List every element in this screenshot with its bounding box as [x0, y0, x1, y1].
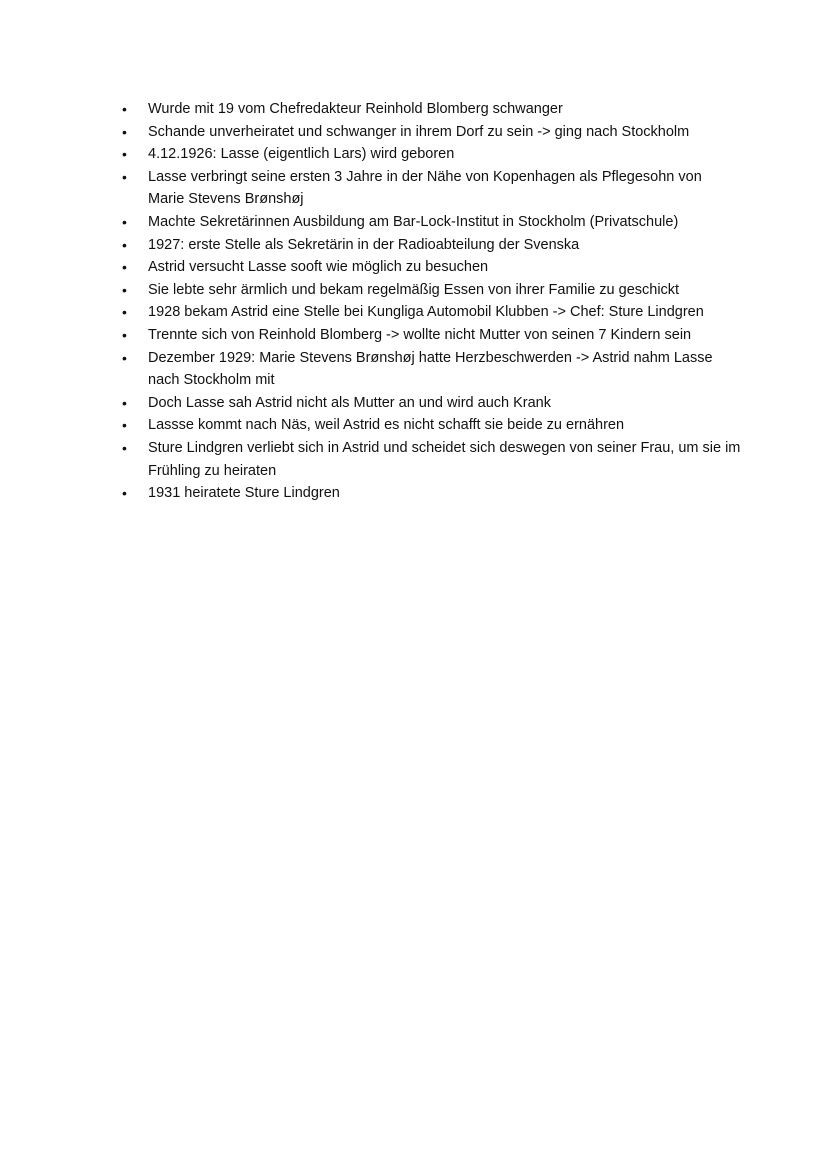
list-item-text: 1928 bekam Astrid eine Stelle bei Kungliga Automobil Klubben -> Chef: Sture Lindgren — [148, 304, 704, 321]
list-item-text: Schande unverheiratet und schwanger in ihrem Dorf zu sein -> ging nach Stockholm — [148, 123, 690, 140]
bullet-list — [122, 98, 742, 505]
list-item-text: Lasse verbringt seine ersten 3 Jahre in der Nähe von Kopenhagen als Pflegesohn von Marie Stevens Brønshøj — [148, 168, 702, 208]
list-item — [122, 437, 742, 482]
list-item-text: Astrid versucht Lasse sooft wie möglich zu besuchen — [148, 259, 489, 276]
list-item-text: Wurde mit 19 vom Chefredakteur Reinhold Blomberg schwanger — [148, 101, 563, 117]
list-item — [122, 392, 742, 415]
bullet-icon: • — [122, 213, 127, 230]
bullet-icon: • — [122, 281, 127, 298]
list-item — [122, 414, 742, 437]
list-item — [122, 256, 742, 279]
list-item — [122, 324, 742, 347]
list-item-text: 1927: erste Stelle als Sekretärin in der Radioabteilung der Svenska — [148, 236, 580, 253]
list-item-text: 1931 heiratete Sture Lindgren — [148, 485, 340, 502]
list-item — [122, 166, 742, 211]
list-item-text: Lassse kommt nach Näs, weil Astrid es nicht schafft sie beide zu ernähren — [148, 417, 625, 434]
list-item — [122, 301, 742, 324]
bullet-icon: • — [122, 485, 127, 502]
list-item-text: Doch Lasse sah Astrid nicht als Mutter an und wird auch Krank — [148, 394, 551, 411]
bullet-icon: • — [122, 394, 127, 411]
bullet-icon: • — [122, 326, 127, 343]
list-item-text: Sture Lindgren verliebt sich in Astrid und scheidet sich deswegen von seiner Frau, um sie im Frühling zu heiraten — [148, 439, 741, 479]
list-item — [122, 279, 742, 302]
list-item — [122, 347, 742, 392]
list-item — [122, 482, 742, 505]
list-item-text: 4.12.1926: Lasse (eigentlich Lars) wird geboren — [148, 146, 455, 163]
list-item-text: Trennte sich von Reinhold Blomberg -> wollte nicht Mutter von seinen 7 Kindern sein — [148, 326, 692, 343]
bullet-icon: • — [122, 101, 127, 117]
list-item-text: Machte Sekretärinnen Ausbildung am Bar-Lock-Institut in Stockholm (Privatschule) — [148, 213, 679, 230]
list-item — [122, 121, 742, 144]
list-item-text: Sie lebte sehr ärmlich und bekam regelmäßig Essen von ihrer Familie zu geschickt — [148, 281, 680, 298]
bullet-icon: • — [122, 146, 127, 163]
list-item — [122, 98, 742, 121]
list-item — [122, 211, 742, 234]
bullet-icon: • — [122, 168, 127, 185]
bullet-icon: • — [122, 259, 127, 276]
list-item — [122, 143, 742, 166]
bullet-icon: • — [122, 349, 127, 366]
bullet-icon: • — [122, 439, 127, 456]
bullet-icon: • — [122, 123, 127, 140]
bullet-icon: • — [122, 417, 127, 434]
bullet-icon: • — [122, 304, 127, 321]
list-item-text: Dezember 1929: Marie Stevens Brønshøj hatte Herzbeschwerden -> Astrid nahm Lasse nach Stockholm mit — [148, 349, 713, 389]
bullet-icon: • — [122, 236, 127, 253]
list-item — [122, 234, 742, 257]
